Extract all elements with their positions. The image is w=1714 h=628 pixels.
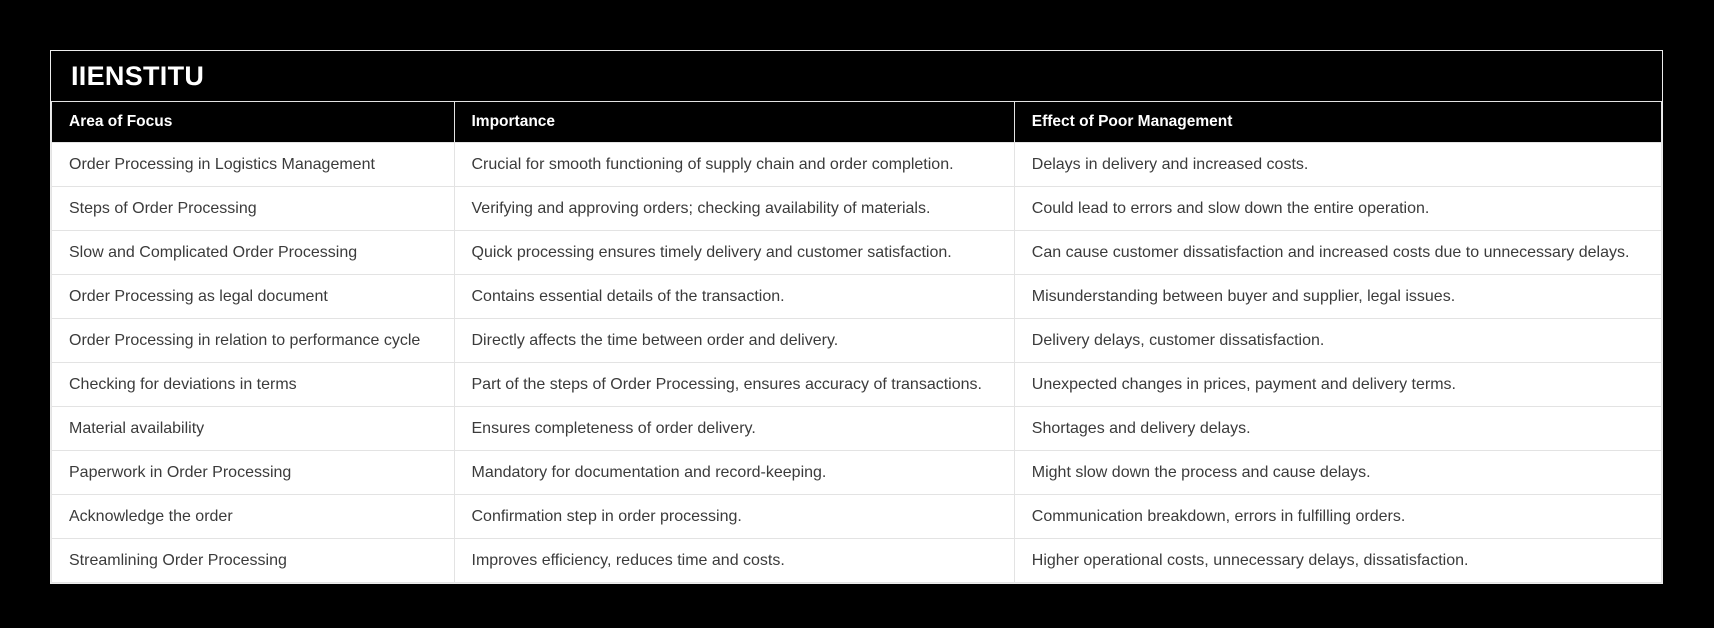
table-cell: Unexpected changes in prices, payment and delivery terms. <box>1014 363 1661 407</box>
table-row <box>52 363 1662 407</box>
table-cell: Can cause customer dissatisfaction and increased costs due to unnecessary delays. <box>1014 231 1661 275</box>
table-cell: Mandatory for documentation and record-keeping. <box>454 451 1014 495</box>
table-cell: Shortages and delivery delays. <box>1014 407 1661 451</box>
table-cell: Contains essential details of the transaction. <box>454 275 1014 319</box>
table-cell: Verifying and approving orders; checking availability of materials. <box>454 187 1014 231</box>
table-row <box>52 539 1662 583</box>
table-row <box>52 407 1662 451</box>
table-cell: Delays in delivery and increased costs. <box>1014 143 1661 187</box>
column-header-effect-of-poor-management: Effect of Poor Management <box>1014 102 1661 143</box>
table-cell: Crucial for smooth functioning of supply chain and order completion. <box>454 143 1014 187</box>
table-cell: Delivery delays, customer dissatisfaction. <box>1014 319 1661 363</box>
table-cell: Order Processing in Logistics Management <box>52 143 455 187</box>
info-table <box>51 101 1662 583</box>
table-cell: Checking for deviations in terms <box>52 363 455 407</box>
table-cell: Streamlining Order Processing <box>52 539 455 583</box>
table-row <box>52 319 1662 363</box>
table-cell: Acknowledge the order <box>52 495 455 539</box>
table-cell: Might slow down the process and cause delays. <box>1014 451 1661 495</box>
column-header-importance: Importance <box>454 102 1014 143</box>
table-cell: Confirmation step in order processing. <box>454 495 1014 539</box>
table-header-row <box>52 102 1662 143</box>
table-cell: Part of the steps of Order Processing, ensures accuracy of transactions. <box>454 363 1014 407</box>
table-row <box>52 275 1662 319</box>
table-cell: Higher operational costs, unnecessary delays, dissatisfaction. <box>1014 539 1661 583</box>
table-cell: Quick processing ensures timely delivery and customer satisfaction. <box>454 231 1014 275</box>
table-cell: Material availability <box>52 407 455 451</box>
table-cell: Misunderstanding between buyer and supplier, legal issues. <box>1014 275 1661 319</box>
table-cell: Directly affects the time between order and delivery. <box>454 319 1014 363</box>
brand-title: IIENSTITU <box>71 61 205 91</box>
table-row <box>52 451 1662 495</box>
table-cell: Steps of Order Processing <box>52 187 455 231</box>
table-cell: Ensures completeness of order delivery. <box>454 407 1014 451</box>
table-cell: Improves efficiency, reduces time and costs. <box>454 539 1014 583</box>
table-cell: Could lead to errors and slow down the entire operation. <box>1014 187 1661 231</box>
table-row <box>52 231 1662 275</box>
table-cell: Communication breakdown, errors in fulfilling orders. <box>1014 495 1661 539</box>
table-row <box>52 495 1662 539</box>
table-row <box>52 187 1662 231</box>
table-card <box>50 50 1663 584</box>
table-row <box>52 143 1662 187</box>
table-cell: Slow and Complicated Order Processing <box>52 231 455 275</box>
table-cell: Paperwork in Order Processing <box>52 451 455 495</box>
column-header-area-of-focus: Area of Focus <box>52 102 455 143</box>
table-cell: Order Processing in relation to performance cycle <box>52 319 455 363</box>
table-cell: Order Processing as legal document <box>52 275 455 319</box>
